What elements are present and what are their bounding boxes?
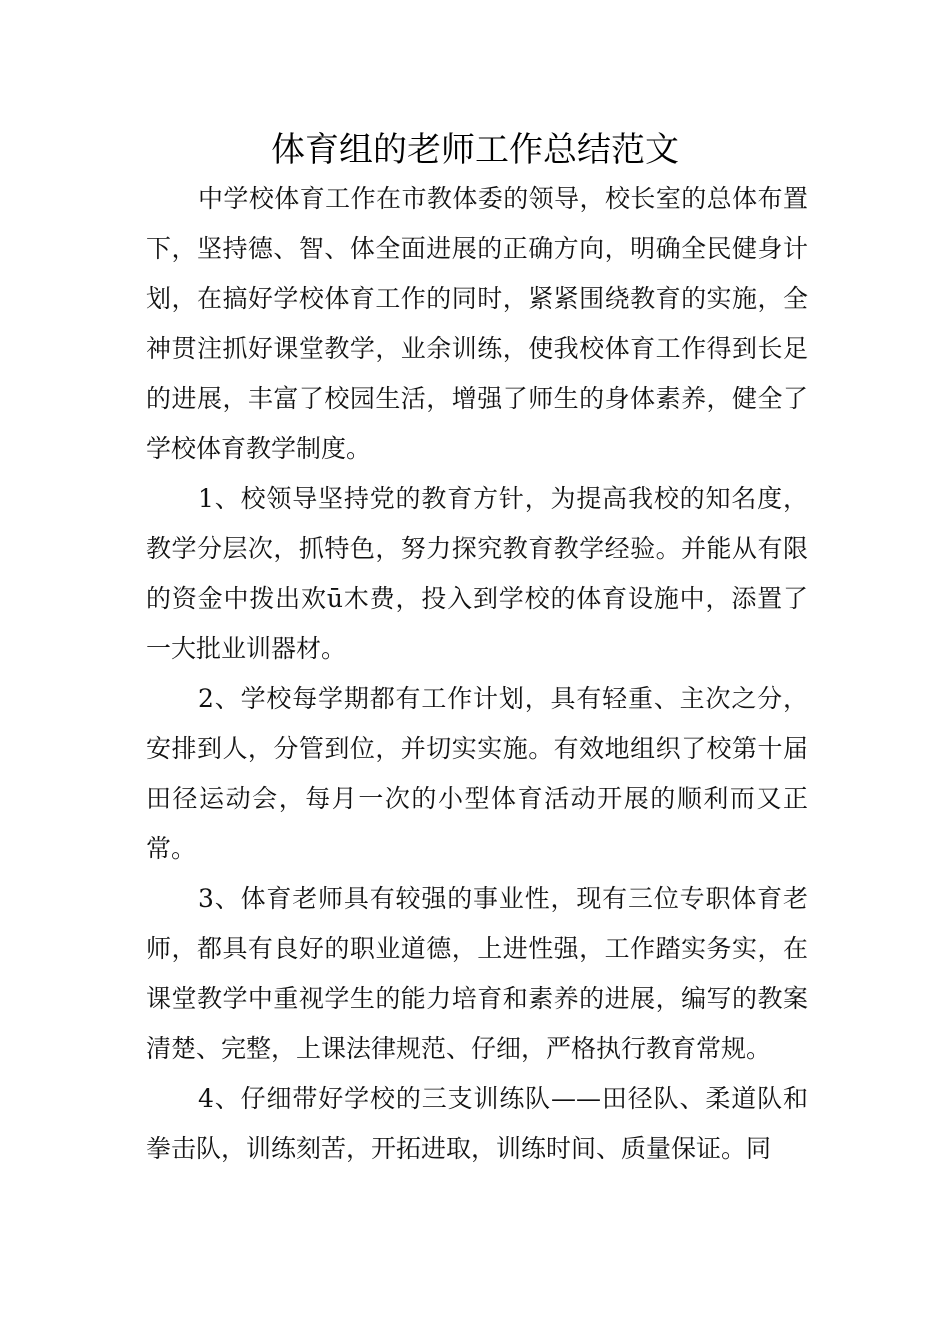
document-body: [146, 174, 808, 1174]
paragraph-intro: 中学校体育工作在市教体委的领导，校长室的总体布置下，坚持德、智、体全面进展的正确方向，明确全民健身计划，在搞好学校体育工作的同时，紧紧围绕教育的实施，全神贯注抓好课堂教学，业余训练，使我校体育工作得到长足的进展，丰富了校园生活，增强了师生的身体素养，健全了学校体育教学制度。: [146, 184, 808, 463]
paragraph-item-4: 4、仔细带好学校的三支训练队——田径队、柔道队和拳击队，训练刻苦，开拓进取，训练时间、质量保证。同: [146, 1084, 808, 1163]
paragraph-item-1: 1、校领导坚持党的教育方针，为提高我校的知名度，教学分层次，抓特色，努力探究教育教学经验。并能从有限的资金中拨出欢ū木费，投入到学校的体育设施中，添置了一大批业训器材。: [146, 484, 808, 663]
paragraph-item-2: 2、学校每学期都有工作计划，具有轻重、主次之分，安排到人，分管到位，并切实实施。有效地组织了校第十届田径运动会，每月一次的小型体育活动开展的顺利而又正常。: [146, 684, 808, 863]
paragraph-item-3: 3、体育老师具有较强的事业性，现有三位专职体育老师，都具有良好的职业道德，上进性强，工作踏实务实，在课堂教学中重视学生的能力培育和素养的进展，编写的教案清楚、完整，上课法律规范、仔细，严格执行教育常规。: [146, 884, 808, 1063]
document-title: 体育组的老师工作总结范文: [271, 130, 679, 170]
